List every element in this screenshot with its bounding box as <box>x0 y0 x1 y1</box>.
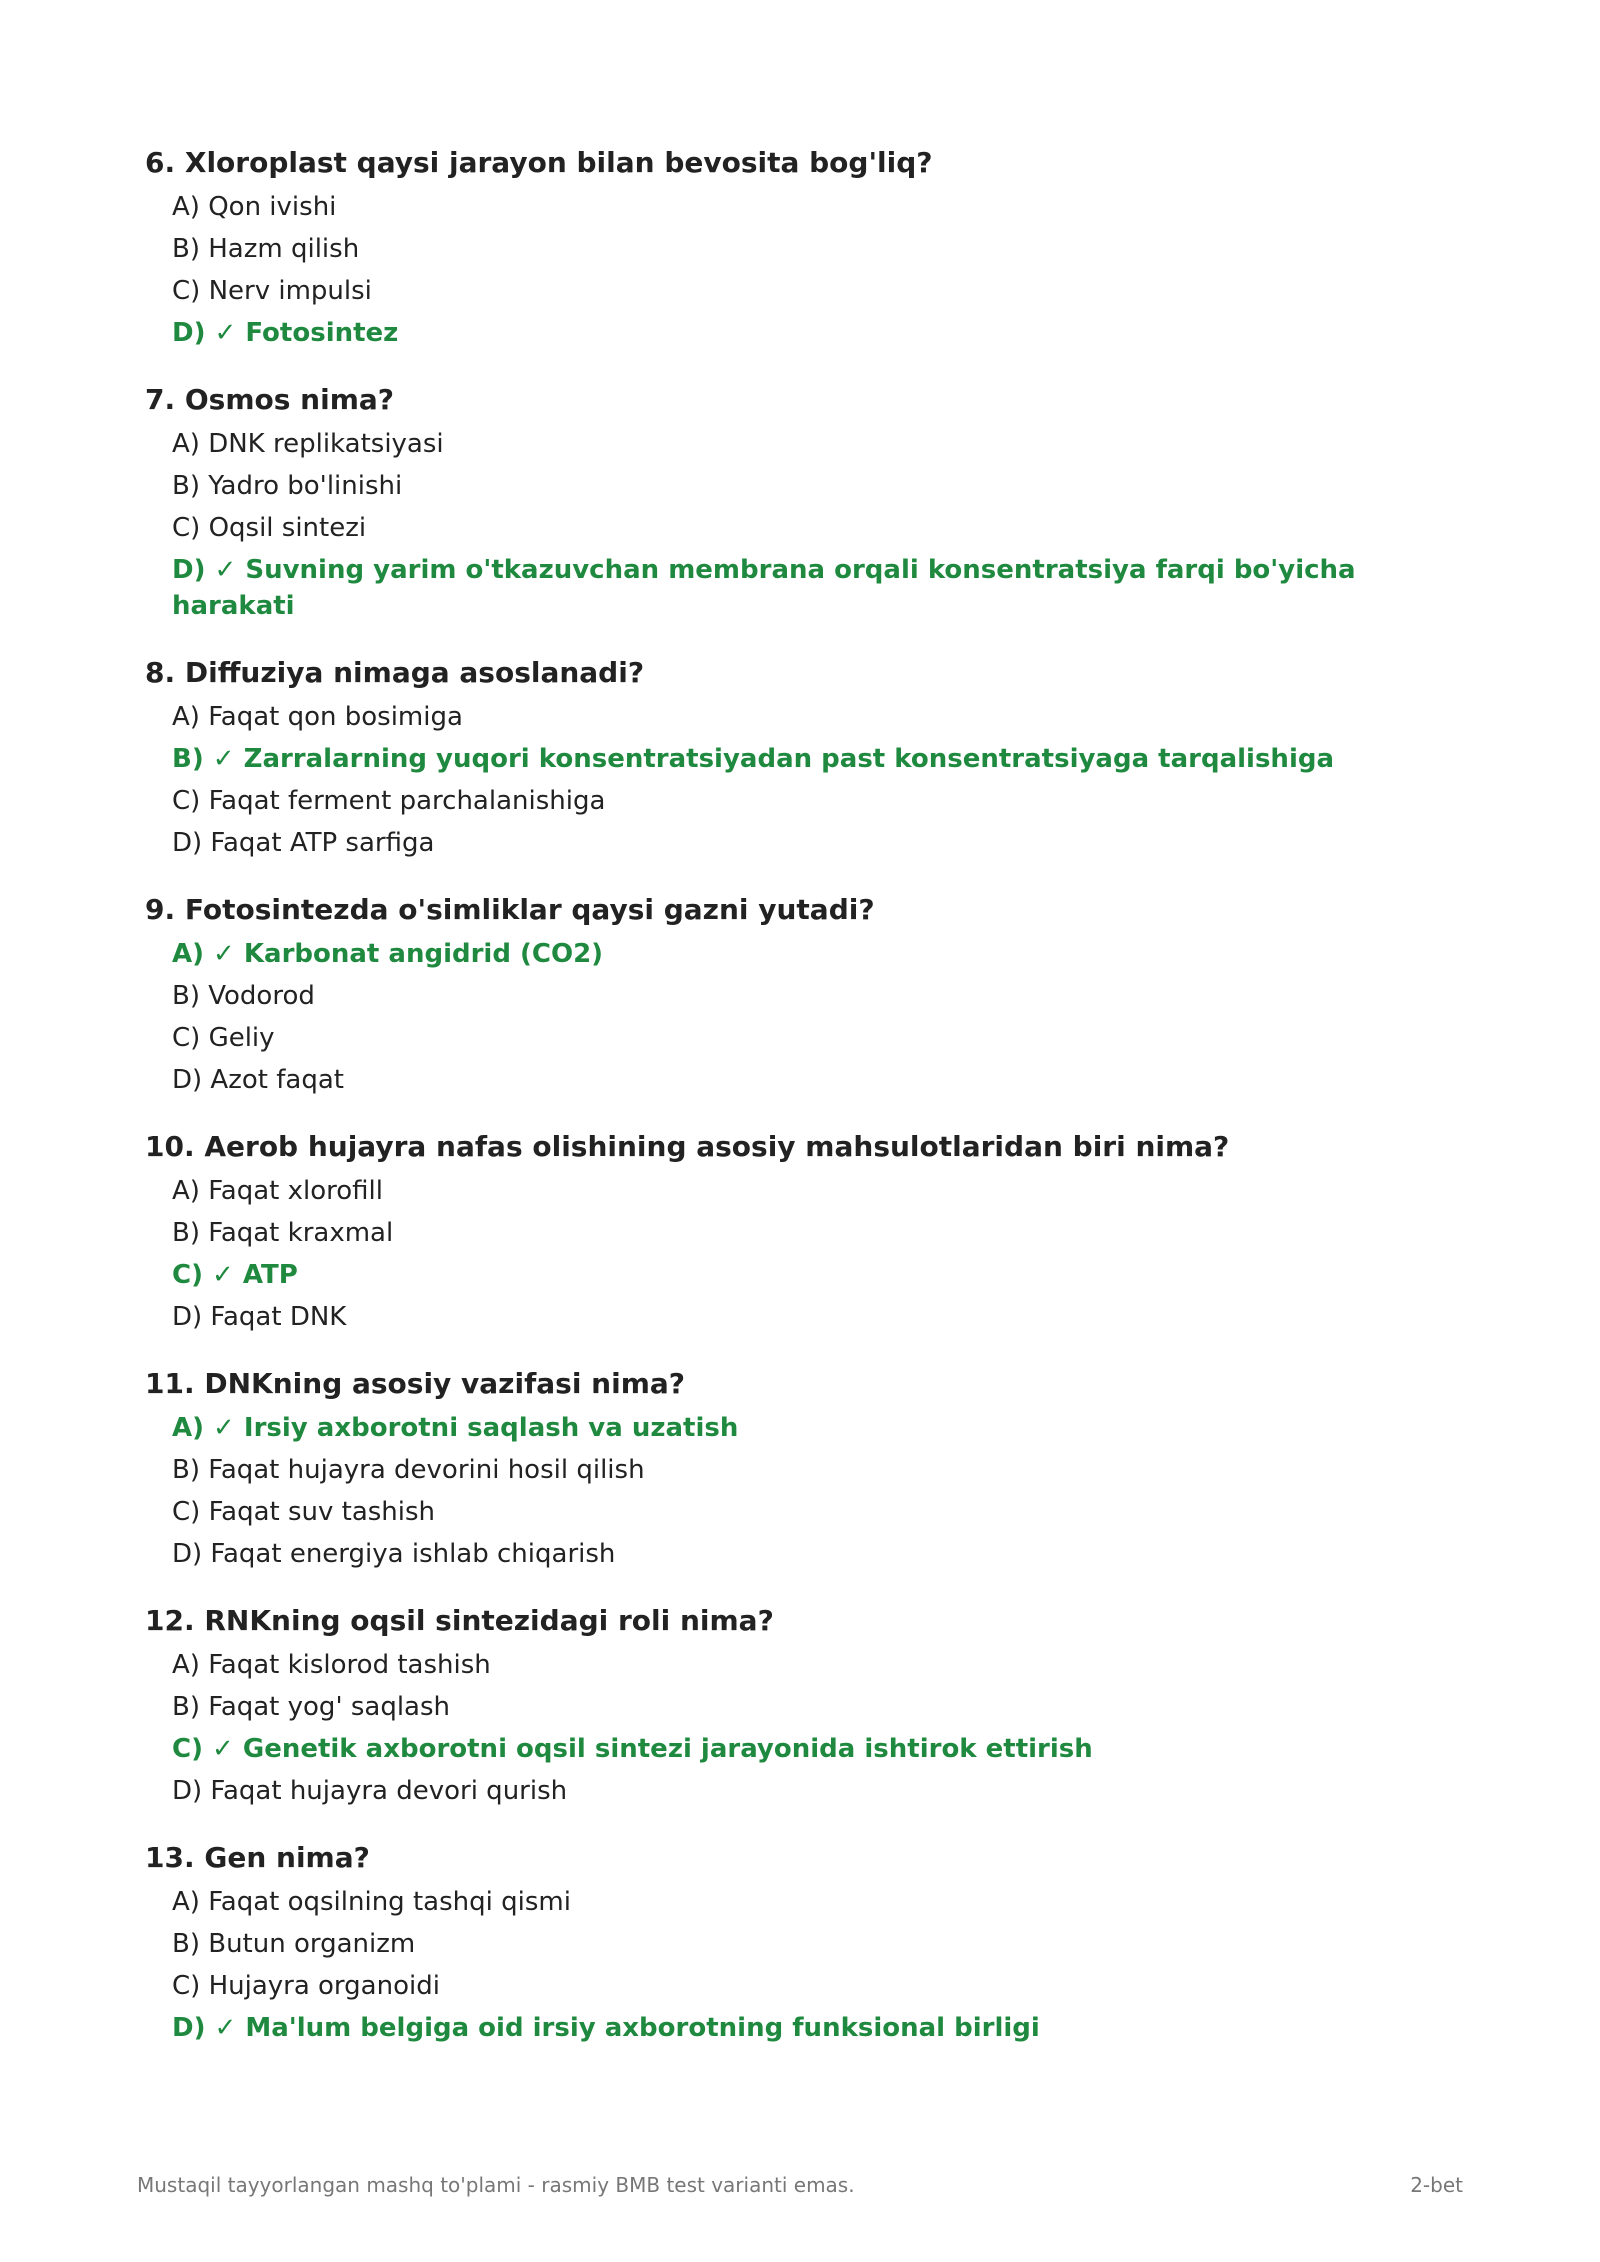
answer-option: D) Faqat DNK <box>172 1302 347 1332</box>
answer-option: C) Geliy <box>172 1023 275 1053</box>
correct-answer-option: A) ✓ Karbonat angidrid (CO2) <box>172 939 604 969</box>
question-title: 9. Fotosintezda o'simliklar qaysi gazni yutadi? <box>145 893 875 926</box>
answer-option: A) Faqat xlorofill <box>172 1176 383 1206</box>
answer-option: D) Faqat hujayra devori qurish <box>172 1776 568 1806</box>
answer-option: D) Azot faqat <box>172 1065 344 1095</box>
correct-answer-option: C) ✓ ATP <box>172 1260 298 1290</box>
question-block <box>145 1838 1455 2046</box>
answer-option: B) Faqat yog' saqlash <box>172 1692 451 1722</box>
question-list <box>145 143 1455 2075</box>
question-title: 6. Xloroplast qaysi jarayon bilan bevosita bog'liq? <box>145 146 933 179</box>
answer-option: B) Hazm qilish <box>172 234 360 264</box>
correct-answer-option: B) ✓ Zarralarning yuqori konsentratsiyadan past konsentratsiyaga tarqalishiga <box>172 744 1335 774</box>
question-title: 12. RNKning oqsil sintezidagi roli nima? <box>145 1604 774 1637</box>
question-title: 11. DNKning asosiy vazifasi nima? <box>145 1367 686 1400</box>
answer-option: A) Faqat qon bosimiga <box>172 702 463 732</box>
question-block <box>145 653 1455 861</box>
question-title: 7. Osmos nima? <box>145 383 395 416</box>
page-number: 2-bet <box>1410 2173 1463 2197</box>
answer-option: C) Faqat ferment parchalanishiga <box>172 786 606 816</box>
answer-option: A) DNK replikatsiyasi <box>172 429 444 459</box>
correct-answer-option: A) ✓ Irsiy axborotni saqlash va uzatish <box>172 1413 739 1443</box>
answer-option: B) Faqat kraxmal <box>172 1218 394 1248</box>
correct-answer-option: D) ✓ Suvning yarim o'tkazuvchan membrana orqali konsentratsiya farqi bo'yicha harakati <box>172 555 1356 621</box>
answer-option: A) Faqat kislorod tashish <box>172 1650 491 1680</box>
question-title: 13. Gen nima? <box>145 1841 370 1874</box>
answer-option: B) Butun organizm <box>172 1929 416 1959</box>
answer-option: C) Hujayra organoidi <box>172 1971 440 2001</box>
correct-answer-option: C) ✓ Genetik axborotni oqsil sintezi jarayonida ishtirok ettirish <box>172 1734 1093 1764</box>
answer-option: B) Faqat hujayra devorini hosil qilish <box>172 1455 645 1485</box>
correct-answer-option: D) ✓ Ma'lum belgiga oid irsiy axborotning funksional birligi <box>172 2013 1040 2043</box>
footer-note: Mustaqil tayyorlangan mashq to'plami - rasmiy BMB test varianti emas. <box>137 2173 855 2197</box>
answer-option: D) Faqat energiya ishlab chiqarish <box>172 1539 616 1569</box>
answer-option: B) Yadro bo'linishi <box>172 471 403 501</box>
question-block <box>145 890 1455 1098</box>
answer-option: B) Vodorod <box>172 981 315 1011</box>
answer-option: A) Qon ivishi <box>172 192 337 222</box>
question-block <box>145 1127 1455 1335</box>
question-block <box>145 1364 1455 1572</box>
question-title: 8. Diffuziya nimaga asoslanadi? <box>145 656 645 689</box>
answer-option: D) Faqat ATP sarfiga <box>172 828 435 858</box>
answer-option: A) Faqat oqsilning tashqi qismi <box>172 1887 571 1917</box>
question-block <box>145 143 1455 351</box>
question-block <box>145 380 1455 624</box>
answer-option: C) Nerv impulsi <box>172 276 372 306</box>
correct-answer-option: D) ✓ Fotosintez <box>172 318 399 348</box>
question-block <box>145 1601 1455 1809</box>
answer-option: C) Oqsil sintezi <box>172 513 367 543</box>
answer-option: C) Faqat suv tashish <box>172 1497 436 1527</box>
question-title: 10. Aerob hujayra nafas olishining asosiy mahsulotlaridan biri nima? <box>145 1130 1230 1163</box>
